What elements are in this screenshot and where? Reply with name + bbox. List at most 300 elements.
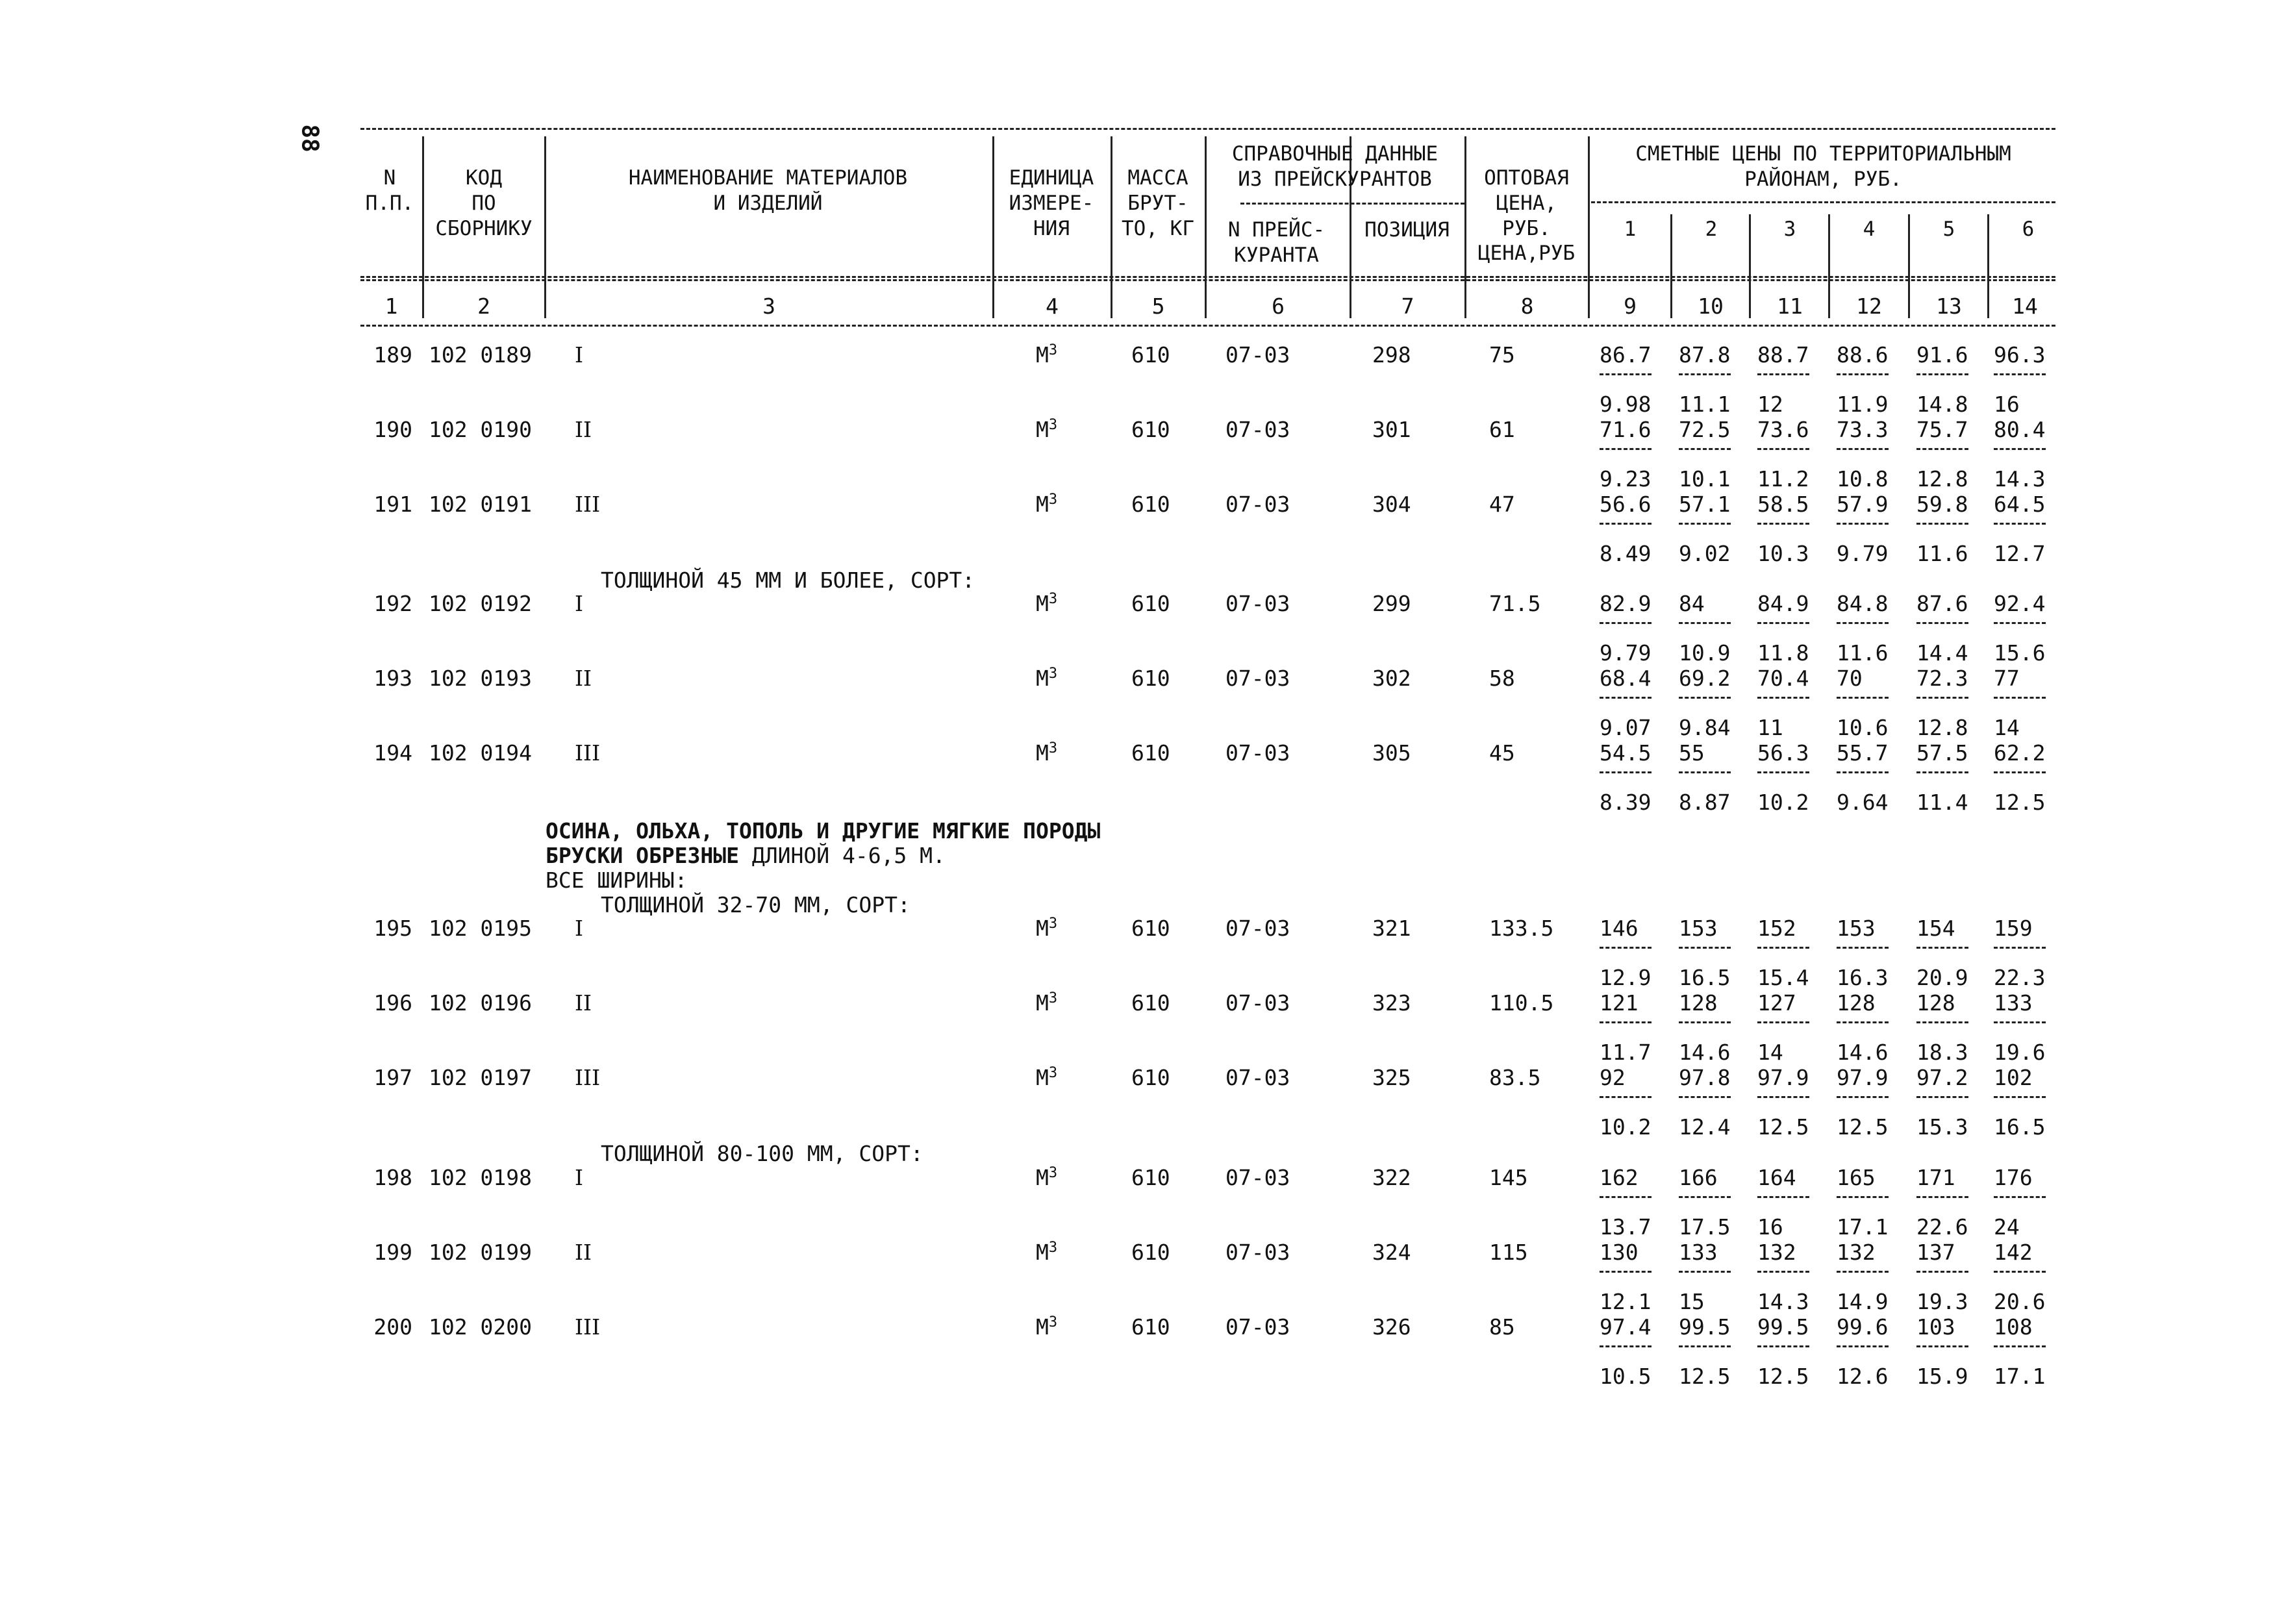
unit-base: М — [1036, 740, 1049, 766]
fraction-line — [1600, 1021, 1652, 1023]
row-price-region-4: 97.9 — [1837, 1065, 1889, 1090]
row-price-region-6: 108 — [1994, 1314, 2033, 1340]
column-number-10: 10 — [1698, 294, 1724, 319]
row-price-region-5: 154 — [1916, 916, 1955, 941]
row-transport-region-6: 22.3 — [1994, 965, 2046, 990]
row-transport-region-6: 12.7 — [1994, 541, 2046, 566]
row-price-region-2: 128 — [1679, 990, 1718, 1016]
row-price-region-1: 71.6 — [1600, 417, 1652, 442]
row-unit — [1036, 1067, 1057, 1088]
column-number-3: 3 — [762, 294, 775, 319]
row-pricelist: 07-03 — [1225, 1240, 1290, 1265]
unit-base: М — [1036, 591, 1049, 616]
row-transport-region-1: 10.5 — [1600, 1364, 1652, 1389]
row-position: 324 — [1372, 1240, 1411, 1265]
fraction-line — [1994, 448, 2046, 450]
row-price-region-1: 54.5 — [1600, 740, 1652, 766]
row-price-region-4: 88.6 — [1837, 342, 1889, 368]
row-transport-region-1: 13.7 — [1600, 1214, 1652, 1240]
row-transport-region-3: 12.5 — [1757, 1364, 1809, 1389]
section-thickness-45: ТОЛЩИНОЙ 45 ММ И БОЛЕЕ, СОРТ: — [601, 568, 975, 593]
row-position: 302 — [1372, 666, 1411, 691]
row-price-region-3: 97.9 — [1757, 1065, 1809, 1090]
row-price-region-4: 70 — [1837, 666, 1863, 691]
header-price-group: СМЕТНЫЕ ЦЕНЫ ПО ТЕРРИТОРИАЛЬНЫМ РАЙОНАМ, РУБ. — [1635, 142, 2011, 191]
row-transport-region-6: 12.5 — [1994, 790, 2046, 815]
fraction-line — [1837, 373, 1889, 375]
row-position: 298 — [1372, 342, 1411, 368]
row-transport-region-5: 12.8 — [1916, 466, 1968, 492]
fraction-line — [1679, 448, 1731, 450]
fraction-line — [1916, 523, 1968, 525]
row-price-region-3: 56.3 — [1757, 740, 1809, 766]
row-price-region-5: 91.6 — [1916, 342, 1968, 368]
row-grade: II — [575, 1240, 592, 1265]
row-mass: 610 — [1131, 1165, 1170, 1190]
header-rule — [360, 128, 2055, 130]
header-col-position: ПОЗИЦИЯ — [1364, 218, 1450, 242]
row-price-region-3: 58.5 — [1757, 492, 1809, 517]
header-region-6: 6 — [2022, 218, 2035, 241]
fraction-line — [1916, 1345, 1968, 1347]
row-grade: III — [575, 1314, 601, 1340]
row-price-region-1: 146 — [1600, 916, 1639, 941]
row-price-region-6: 62.2 — [1994, 740, 2046, 766]
row-position: 301 — [1372, 417, 1411, 442]
unit-base: М — [1036, 1314, 1049, 1340]
row-unit — [1036, 593, 1057, 614]
row-transport-region-3: 11.2 — [1757, 466, 1809, 492]
fraction-line — [1600, 1096, 1652, 1098]
row-wholesale-price: 75 — [1489, 342, 1515, 368]
row-price-region-1: 162 — [1600, 1165, 1639, 1190]
row-pricelist: 07-03 — [1225, 916, 1290, 941]
fraction-line — [1916, 1271, 1968, 1273]
fraction-line — [1679, 622, 1731, 624]
row-transport-region-3: 10.3 — [1757, 541, 1809, 566]
row-transport-region-5: 18.3 — [1916, 1040, 1968, 1065]
fraction-line — [1994, 1271, 2046, 1273]
row-transport-region-2: 14.6 — [1679, 1040, 1731, 1065]
column-number-1: 1 — [384, 294, 398, 319]
row-transport-region-1: 9.98 — [1600, 392, 1652, 417]
row-pricelist: 07-03 — [1225, 417, 1290, 442]
row-price-region-5: 72.3 — [1916, 666, 1968, 691]
fraction-line — [1679, 771, 1731, 773]
fraction-line — [1837, 1021, 1889, 1023]
fraction-line — [1757, 1271, 1809, 1273]
row-position: 325 — [1372, 1065, 1411, 1090]
unit-base: М — [1036, 666, 1049, 691]
row-number: 190 — [373, 417, 412, 442]
row-price-region-2: 153 — [1679, 916, 1718, 941]
row-code: 102 0199 — [429, 1240, 532, 1265]
row-price-region-4: 57.9 — [1837, 492, 1889, 517]
section-bars-length: ДЛИНОЙ 4-6,5 М. — [739, 843, 946, 868]
row-mass: 610 — [1131, 492, 1170, 517]
row-transport-region-1: 9.07 — [1600, 715, 1652, 740]
unit-power: 3 — [1048, 916, 1058, 932]
row-price-region-3: 70.4 — [1757, 666, 1809, 691]
unit-power: 3 — [1048, 1165, 1058, 1181]
row-position: 326 — [1372, 1314, 1411, 1340]
fraction-line — [1916, 1196, 1968, 1198]
row-transport-region-6: 16 — [1994, 392, 2020, 417]
row-price-region-5: 128 — [1916, 990, 1955, 1016]
fraction-line — [1837, 947, 1889, 949]
unit-base: М — [1036, 990, 1049, 1016]
row-price-region-3: 127 — [1757, 990, 1796, 1016]
column-number-12: 12 — [1856, 294, 1882, 319]
header-rule — [360, 325, 2055, 327]
row-price-region-6: 92.4 — [1994, 591, 2046, 616]
row-grade: I — [575, 342, 584, 368]
row-transport-region-5: 20.9 — [1916, 965, 1968, 990]
row-code: 102 0190 — [429, 417, 532, 442]
row-pricelist: 07-03 — [1225, 1165, 1290, 1190]
unit-power: 3 — [1048, 591, 1058, 607]
fraction-line — [1679, 1345, 1731, 1347]
header-region-1: 1 — [1624, 218, 1637, 241]
row-price-region-1: 68.4 — [1600, 666, 1652, 691]
header-rule — [360, 279, 2055, 281]
row-price-region-6: 159 — [1994, 916, 2033, 941]
row-price-region-4: 153 — [1837, 916, 1876, 941]
header-region-2: 2 — [1705, 218, 1718, 241]
row-price-region-5: 137 — [1916, 1240, 1955, 1265]
row-price-region-2: 166 — [1679, 1165, 1718, 1190]
row-transport-region-3: 15.4 — [1757, 965, 1809, 990]
row-transport-region-3: 14.3 — [1757, 1289, 1809, 1314]
fraction-line — [1916, 1021, 1968, 1023]
row-transport-region-1: 8.39 — [1600, 790, 1652, 815]
fraction-line — [1837, 622, 1889, 624]
row-number: 189 — [373, 342, 412, 368]
row-transport-region-5: 15.9 — [1916, 1364, 1968, 1389]
row-transport-region-5: 14.4 — [1916, 640, 1968, 666]
header-subrule — [1240, 203, 1464, 205]
fraction-line — [1916, 622, 1968, 624]
row-wholesale-price: 110.5 — [1489, 990, 1554, 1016]
row-price-region-5: 171 — [1916, 1165, 1955, 1190]
row-transport-region-1: 9.23 — [1600, 466, 1652, 492]
row-code: 102 0196 — [429, 990, 532, 1016]
section-bars-title: БРУСКИ ОБРЕЗНЫЕ — [546, 843, 740, 868]
column-number-5: 5 — [1151, 294, 1165, 319]
row-mass: 610 — [1131, 591, 1170, 616]
row-transport-region-5: 22.6 — [1916, 1214, 1968, 1240]
fraction-line — [1757, 1196, 1809, 1198]
row-price-region-3: 164 — [1757, 1165, 1796, 1190]
row-transport-region-1: 11.7 — [1600, 1040, 1652, 1065]
row-price-region-6: 102 — [1994, 1065, 2033, 1090]
unit-base: М — [1036, 342, 1049, 368]
row-mass: 610 — [1131, 342, 1170, 368]
row-grade: III — [575, 1065, 601, 1090]
header-region-5: 5 — [1942, 218, 1955, 241]
row-transport-region-2: 15 — [1679, 1289, 1705, 1314]
row-code: 102 0200 — [429, 1314, 532, 1340]
row-transport-region-3: 14 — [1757, 1040, 1783, 1065]
column-number-8: 8 — [1520, 294, 1534, 319]
fraction-line — [1994, 1021, 2046, 1023]
row-transport-region-5: 11.6 — [1916, 541, 1968, 566]
fraction-line — [1994, 1096, 2046, 1098]
header-divider — [422, 136, 424, 318]
row-transport-region-1: 10.2 — [1600, 1114, 1652, 1140]
row-price-region-5: 87.6 — [1916, 591, 1968, 616]
row-price-region-3: 152 — [1757, 916, 1796, 941]
row-transport-region-5: 11.4 — [1916, 790, 1968, 815]
header-region-3: 3 — [1783, 218, 1796, 241]
row-mass: 610 — [1131, 1240, 1170, 1265]
row-transport-region-6: 15.6 — [1994, 640, 2046, 666]
unit-power: 3 — [1048, 740, 1058, 756]
row-grade: I — [575, 591, 584, 616]
fraction-line — [1837, 771, 1889, 773]
fraction-line — [1679, 1021, 1731, 1023]
fraction-line — [1679, 373, 1731, 375]
row-price-region-5: 103 — [1916, 1314, 1955, 1340]
row-transport-region-4: 10.8 — [1837, 466, 1889, 492]
row-wholesale-price: 145 — [1489, 1165, 1528, 1190]
fraction-line — [1994, 1196, 2046, 1198]
row-price-region-2: 87.8 — [1679, 342, 1731, 368]
fraction-line — [1757, 697, 1809, 699]
column-number-7: 7 — [1401, 294, 1414, 319]
row-transport-region-2: 11.1 — [1679, 392, 1731, 417]
row-price-region-4: 73.3 — [1837, 417, 1889, 442]
row-wholesale-price: 71.5 — [1489, 591, 1541, 616]
row-price-region-5: 57.5 — [1916, 740, 1968, 766]
header-subrule — [360, 276, 2055, 278]
row-price-region-1: 82.9 — [1600, 591, 1652, 616]
unit-base: М — [1036, 1165, 1049, 1190]
header-divider — [544, 136, 546, 318]
section-bars — [546, 845, 946, 866]
row-transport-region-4: 14.9 — [1837, 1289, 1889, 1314]
row-price-region-6: 133 — [1994, 990, 2033, 1016]
section-thickness-80-100: ТОЛЩИНОЙ 80-100 ММ, СОРТ: — [601, 1141, 923, 1166]
row-position: 321 — [1372, 916, 1411, 941]
row-unit — [1036, 668, 1057, 689]
row-price-region-4: 84.8 — [1837, 591, 1889, 616]
column-number-2: 2 — [477, 294, 490, 319]
row-position: 304 — [1372, 492, 1411, 517]
row-position: 322 — [1372, 1165, 1411, 1190]
row-price-region-4: 165 — [1837, 1165, 1876, 1190]
fraction-line — [1837, 523, 1889, 525]
row-price-region-1: 130 — [1600, 1240, 1639, 1265]
row-grade: II — [575, 417, 592, 442]
row-transport-region-2: 12.5 — [1679, 1364, 1731, 1389]
row-unit — [1036, 742, 1057, 764]
row-price-region-3: 99.5 — [1757, 1314, 1809, 1340]
row-unit — [1036, 992, 1057, 1014]
row-unit — [1036, 1167, 1057, 1188]
column-number-13: 13 — [1936, 294, 1962, 319]
header-subrule — [1591, 201, 2055, 203]
row-code: 102 0198 — [429, 1165, 532, 1190]
fraction-line — [1916, 947, 1968, 949]
row-transport-region-3: 11 — [1757, 715, 1783, 740]
row-wholesale-price: 45 — [1489, 740, 1515, 766]
row-mass: 610 — [1131, 916, 1170, 941]
fraction-line — [1679, 1271, 1731, 1273]
header-col-wholesale: ОПТОВАЯ ЦЕНА, РУБ. ЦЕНА,РУБ — [1477, 166, 1576, 266]
row-price-region-4: 99.6 — [1837, 1314, 1889, 1340]
row-price-region-3: 84.9 — [1757, 591, 1809, 616]
fraction-line — [1600, 1196, 1652, 1198]
row-transport-region-6: 17.1 — [1994, 1364, 2046, 1389]
row-number: 191 — [373, 492, 412, 517]
fraction-line — [1600, 1345, 1652, 1347]
fraction-line — [1679, 1096, 1731, 1098]
row-unit — [1036, 1242, 1057, 1263]
header-col-unit: ЕДИНИЦА ИЗМЕРЕ- НИЯ — [1009, 166, 1094, 240]
unit-base: М — [1036, 1240, 1049, 1265]
fraction-line — [1757, 1345, 1809, 1347]
unit-power: 3 — [1048, 666, 1058, 682]
row-pricelist: 07-03 — [1225, 1065, 1290, 1090]
fraction-line — [1837, 448, 1889, 450]
row-grade: II — [575, 666, 592, 691]
row-transport-region-6: 14.3 — [1994, 466, 2046, 492]
row-number: 199 — [373, 1240, 412, 1265]
row-transport-region-2: 8.87 — [1679, 790, 1731, 815]
row-price-region-2: 133 — [1679, 1240, 1718, 1265]
row-pricelist: 07-03 — [1225, 1314, 1290, 1340]
fraction-line — [1757, 373, 1809, 375]
column-number-14: 14 — [2012, 294, 2038, 319]
row-transport-region-2: 9.02 — [1679, 541, 1731, 566]
row-transport-region-4: 10.6 — [1837, 715, 1889, 740]
row-transport-region-5: 19.3 — [1916, 1289, 1968, 1314]
row-code: 102 0193 — [429, 666, 532, 691]
unit-base: М — [1036, 492, 1049, 517]
fraction-line — [1600, 771, 1652, 773]
row-transport-region-1: 8.49 — [1600, 541, 1652, 566]
unit-power: 3 — [1048, 990, 1058, 1006]
row-transport-region-5: 12.8 — [1916, 715, 1968, 740]
header-divider — [1588, 136, 1590, 318]
fraction-line — [1994, 523, 2046, 525]
row-position: 299 — [1372, 591, 1411, 616]
fraction-line — [1994, 947, 2046, 949]
fraction-line — [1837, 1096, 1889, 1098]
fraction-line — [1994, 771, 2046, 773]
column-number-9: 9 — [1624, 294, 1637, 319]
row-transport-region-3: 16 — [1757, 1214, 1783, 1240]
row-price-region-5: 59.8 — [1916, 492, 1968, 517]
unit-power: 3 — [1048, 492, 1058, 508]
header-col-mass: МАССА БРУТ- ТО, КГ — [1122, 166, 1194, 240]
unit-power: 3 — [1048, 417, 1058, 433]
row-transport-region-4: 9.64 — [1837, 790, 1889, 815]
fraction-line — [1600, 373, 1652, 375]
row-transport-region-4: 11.6 — [1837, 640, 1889, 666]
fraction-line — [1600, 947, 1652, 949]
row-price-region-5: 75.7 — [1916, 417, 1968, 442]
row-wholesale-price: 133.5 — [1489, 916, 1554, 941]
row-price-region-6: 176 — [1994, 1165, 2033, 1190]
fraction-line — [1837, 1271, 1889, 1273]
section-all-widths: ВСЕ ШИРИНЫ: — [546, 868, 688, 893]
row-transport-region-2: 9.84 — [1679, 715, 1731, 740]
row-number: 196 — [373, 990, 412, 1016]
row-price-region-6: 142 — [1994, 1240, 2033, 1265]
fraction-line — [1837, 697, 1889, 699]
row-code: 102 0197 — [429, 1065, 532, 1090]
row-code: 102 0194 — [429, 740, 532, 766]
row-pricelist: 07-03 — [1225, 591, 1290, 616]
unit-base: М — [1036, 417, 1049, 442]
row-transport-region-3: 12 — [1757, 392, 1783, 417]
row-mass: 610 — [1131, 666, 1170, 691]
row-number: 200 — [373, 1314, 412, 1340]
row-code: 102 0192 — [429, 591, 532, 616]
row-pricelist: 07-03 — [1225, 740, 1290, 766]
row-number: 195 — [373, 916, 412, 941]
row-price-region-3: 132 — [1757, 1240, 1796, 1265]
column-number-6: 6 — [1272, 294, 1285, 319]
column-number-11: 11 — [1777, 294, 1803, 319]
row-grade: I — [575, 1165, 584, 1190]
row-number: 198 — [373, 1165, 412, 1190]
fraction-line — [1916, 373, 1968, 375]
fraction-line — [1757, 1096, 1809, 1098]
row-grade: III — [575, 492, 601, 517]
row-number: 193 — [373, 666, 412, 691]
row-transport-region-4: 12.6 — [1837, 1364, 1889, 1389]
fraction-line — [1600, 1271, 1652, 1273]
row-transport-region-4: 16.3 — [1837, 965, 1889, 990]
row-transport-region-2: 10.1 — [1679, 466, 1731, 492]
fraction-line — [1600, 697, 1652, 699]
row-wholesale-price: 58 — [1489, 666, 1515, 691]
row-grade: I — [575, 916, 584, 941]
row-position: 305 — [1372, 740, 1411, 766]
row-pricelist: 07-03 — [1225, 492, 1290, 517]
fraction-line — [1757, 1021, 1809, 1023]
row-wholesale-price: 85 — [1489, 1314, 1515, 1340]
fraction-line — [1757, 523, 1809, 525]
row-unit — [1036, 419, 1057, 440]
row-transport-region-5: 15.3 — [1916, 1114, 1968, 1140]
row-code: 102 0191 — [429, 492, 532, 517]
row-code: 102 0189 — [429, 342, 532, 368]
column-number-4: 4 — [1046, 294, 1059, 319]
row-price-region-1: 121 — [1600, 990, 1639, 1016]
row-transport-region-1: 12.1 — [1600, 1289, 1652, 1314]
row-transport-region-2: 12.4 — [1679, 1114, 1731, 1140]
row-unit — [1036, 344, 1057, 366]
fraction-line — [1994, 1345, 2046, 1347]
page-number: 88 — [296, 124, 323, 153]
fraction-line — [1757, 771, 1809, 773]
fraction-line — [1837, 1196, 1889, 1198]
unit-power: 3 — [1048, 1065, 1058, 1081]
fraction-line — [1679, 1196, 1731, 1198]
row-mass: 610 — [1131, 740, 1170, 766]
header-ref-group: СПРАВОЧНЫЕ ДАННЫЕ ИЗ ПРЕЙСКУРАНТОВ — [1231, 142, 1438, 191]
fraction-line — [1916, 1096, 1968, 1098]
unit-base: М — [1036, 1065, 1049, 1090]
row-pricelist: 07-03 — [1225, 342, 1290, 368]
fraction-line — [1600, 622, 1652, 624]
row-price-region-2: 99.5 — [1679, 1314, 1731, 1340]
fraction-line — [1600, 448, 1652, 450]
